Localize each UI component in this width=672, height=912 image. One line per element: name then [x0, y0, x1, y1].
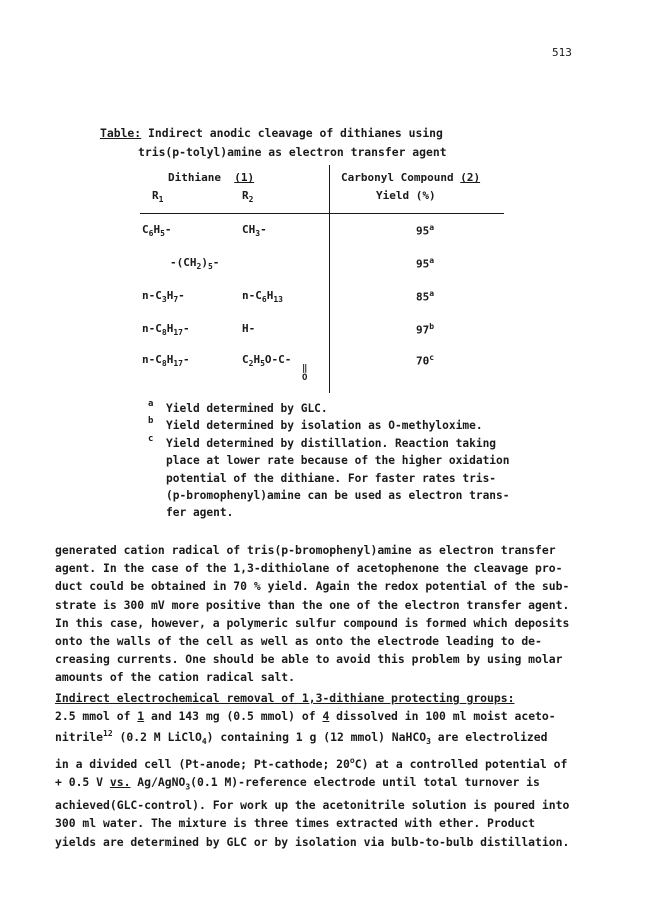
page-number: 513 [552, 46, 572, 59]
footnote-c-mark: c [148, 433, 154, 444]
table-footnotes [148, 400, 510, 522]
header-yield: Yield (%) [376, 189, 436, 202]
procedure-line-7: yields are determined by GLC or by isolation via bulb-to-bulb distillation. [55, 834, 570, 849]
procedure-line-1: 2.5 mmol of 1 and 143 mg (0.5 mmol) of 4 dissolved in 100 ml moist aceto- [55, 709, 556, 724]
caption-line-2: tris(p-tolyl)amine as electron transfer agent [138, 145, 447, 159]
caption-lead: Table: [100, 126, 142, 140]
row5-yield: 70$^c$ [416, 353, 435, 368]
header-dithiane-ref: (1) [234, 171, 255, 184]
row1-r2: $CH_3-$ [242, 223, 267, 239]
row5-r1: $n-C_8H_{17}-$ [142, 353, 190, 369]
footnote-a-mark: a [148, 399, 154, 409]
procedure-heading: Indirect electrochemical removal of 1,3-dithiane protecting groups: [55, 691, 515, 705]
footnote-b: b Yield determined by isolation as O-methyloxime. [148, 417, 510, 434]
footnote-a: a Yield determined by GLC. [148, 400, 510, 417]
procedure-line-5: achieved(GLC-control). For work up the acetonitrile solution is poured into [55, 798, 570, 813]
footnote-c: c Yield determined by distillation. Reaction taking place at lower rate because of the higher oxidation potential of the dithiane. For faster rates tris- (p-bromophenyl)amine can be used as electron trans- fer agent. [148, 435, 510, 522]
row5-carbonyl-oxygen: ‖ O [302, 364, 308, 383]
row3-r2: $n-C_6H_{13}$ [242, 289, 283, 305]
header-r2: $R_2$ [242, 189, 254, 205]
header-carbonyl [341, 171, 480, 184]
row2-r1r2: $-(CH_2)_5-$ [170, 256, 220, 272]
row5-r2: $C_2H_5O-C-$ [242, 353, 292, 369]
footnote-b-mark: b [148, 416, 154, 427]
row1-r1: $C_6H_5-$ [142, 223, 172, 239]
row4-yield: 97$^b$ [416, 322, 435, 337]
header-carbonyl-ref: (2) [460, 171, 481, 184]
row3-yield: 85$^a$ [416, 289, 435, 304]
header-dithiane-title: Dithiane [168, 171, 221, 184]
row2-yield: 95$^a$ [416, 256, 435, 271]
body-paragraph: generated cation radical of tris(p-bromophenyl)amine as electron transfer agent. In the case of the 1,3-dithiolane of acetophenone the cleavage pro- duct could be obtained in 70 % yield. Again the redox potential of the sub- strate is 300 mV more positive than the one of the electron transfer agent. In this case, however, a polymeric sulfur compound is formed which deposits onto the walls of the cell as well as onto the electrode leading to de- creasing currents. One should be able to avoid this problem by using molar amounts of the cation radical salt. [55, 543, 570, 685]
header-dithiane [168, 171, 254, 184]
header-r1: $R_1$ [152, 189, 164, 205]
table-vertical-rule [329, 165, 330, 393]
caption-line-1 [100, 124, 447, 143]
row4-r2: H- [242, 322, 256, 335]
row4-r1: $n-C_8H_{17}-$ [142, 322, 190, 338]
table-horizontal-rule [140, 213, 504, 214]
caption-text-1: Indirect anodic cleavage of dithianes using [141, 126, 443, 140]
procedure-line-6: 300 ml water. The mixture is three times extracted with ether. Product [55, 816, 536, 831]
results-table [140, 165, 504, 393]
procedure-section [55, 689, 615, 851]
header-carbonyl-title: Carbonyl Compound [341, 171, 454, 184]
procedure-line-2: nitrile$^{12}$ (0.2 M LiClO$_4$) containing 1 g (12 mmol) NaHCO$_3$ are electrolized [55, 729, 548, 747]
table-caption [100, 124, 447, 162]
row1-yield: 95$^a$ [416, 223, 435, 238]
procedure-line-4: + 0.5 V vs. Ag/AgNO$_3$(0.1 M)-reference electrode until total turnover is [55, 774, 540, 791]
procedure-line-3: in a divided cell (Pt-anode; Pt-cathode; 20$^o$C) at a controlled potential of [55, 755, 568, 771]
row3-r1: $n-C_3H_7-$ [142, 289, 185, 305]
